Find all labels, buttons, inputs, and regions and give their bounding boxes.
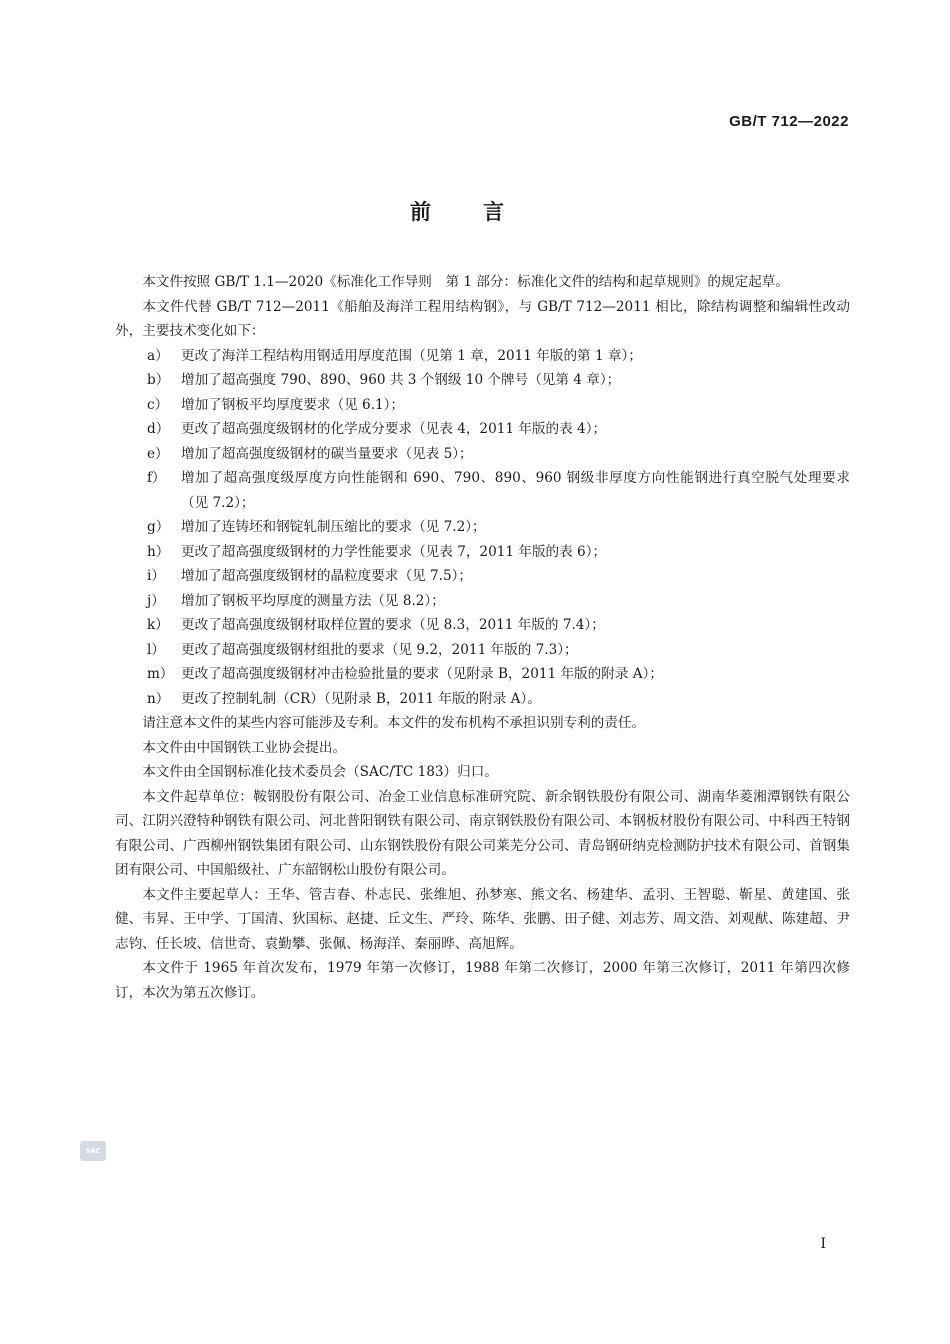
committee-paragraph: 本文件由全国钢标准化技术委员会（SAC/TC 183）归口。 [142, 764, 498, 780]
drafters-paragraph: 本文件主要起草人：王华、管吉春、朴志民、张维旭、孙梦寒、熊文名、杨建华、孟羽、王智聪、靳星、黄建国、张健、韦昇、王中学、丁国清、狄国标、赵捷、丘文生、严玲、陈华、张鹏、田子健、刘志芳、周文浩、刘观猷、陈建超、尹志钧、任长坡、信世奇、袁勤攀、张佩、杨海洋、秦丽晔、高旭辉。 [115, 886, 850, 952]
list-item [115, 589, 850, 614]
list-item [115, 540, 850, 565]
list-marker: f） [147, 470, 166, 486]
drafting-units-paragraph: 本文件起草单位：鞍钢股份有限公司、冶金工业信息标准研究院、新余钢铁股份有限公司、湖南华菱湘潭钢铁有限公司、江阴兴澄特种钢铁有限公司、河北普阳钢铁有限公司、南京钢铁股份有限公司、本钢板材股份有限公司、中科西王特钢有限公司、广西柳州钢铁集团有限公司、山东钢铁股份有限公司莱芜分公司、青岛钢研纳克检测防护技术有限公司、首钢集团有限公司、中国船级社、广东韶钢松山股份有限公司。 [115, 788, 850, 878]
list-item [115, 393, 850, 418]
list-item-text: 增加了超高强度级厚度方向性能钢和 690、790、890、960 钢级非厚度方向性能钢进行真空脱气处理要求（见 7.2）； [181, 470, 850, 511]
list-marker: k） [147, 617, 169, 633]
history-paragraph: 本文件于 1965 年首次发布，1979 年第一次修订，1988 年第二次修订，2000 年第三次修订，2011 年第四次修订，本次为第五次修订。 [115, 960, 850, 1001]
list-item-text: 增加了连铸坯和钢锭轧制压缩比的要求（见 7.2）； [181, 519, 486, 535]
list-item [115, 613, 850, 638]
list-item [115, 662, 850, 687]
list-item [115, 687, 850, 712]
intro-paragraph: 本文件按照 GB/T 1.1—2020《标准化工作导则 第 1 部分：标准化文件的结构和起草规则》的规定起草。 [142, 274, 789, 290]
list-item-text: 增加了钢板平均厚度的测量方法（见 8.2）； [181, 592, 445, 609]
list-marker: n） [147, 690, 170, 707]
patent-notice: 请注意本文件的某些内容可能涉及专利。本文件的发布机构不承担识别专利的责任。 [142, 715, 646, 731]
page-title: 前言 [410, 200, 556, 224]
list-marker: d） [147, 421, 170, 437]
list-marker: a） [147, 347, 169, 364]
list-item-text: 更改了超高强度级钢材的化学成分要求（见表 4，2011 年版的表 4）； [181, 421, 607, 437]
list-item-text: 增加了超高强度级钢材的晶粒度要求（见 7.5）； [181, 568, 473, 584]
proposer-paragraph: 本文件由中国钢铁工业协会提出。 [142, 739, 347, 756]
list-marker: b） [147, 372, 170, 388]
list-marker: m） [147, 666, 174, 682]
list-marker: g） [147, 519, 170, 535]
list-item [115, 564, 850, 589]
list-marker: h） [147, 543, 170, 560]
list-item-text: 更改了超高强度级钢材冲击检验批量的要求（见附录 B，2011 年版的附录 A）； [181, 666, 663, 682]
intro-paragraph: 本文件代替 GB/T 712—2011《船舶及海洋工程用结构钢》，与 GB/T 712—2011 相比，除结构调整和编辑性改动外，主要技术变化如下： [115, 298, 850, 339]
page-number: Ⅰ [820, 1236, 826, 1252]
list-item-text: 更改了超高强度级钢材的力学性能要求（见表 7，2011 年版的表 6）； [181, 543, 607, 560]
list-item-text: 增加了超高强度级钢材的碳当量要求（见表 5）； [181, 445, 473, 462]
list-item [115, 368, 850, 393]
list-item-text: 更改了超高强度级钢材取样位置的要求（见 8.3，2011 年版的 7.4）； [181, 617, 605, 633]
list-item [115, 344, 850, 369]
list-marker: j） [147, 592, 165, 609]
standard-number: GB/T 712—2022 [729, 113, 849, 130]
list-item [115, 466, 850, 515]
list-marker: l） [147, 641, 165, 658]
list-marker: i） [147, 568, 165, 584]
list-item [115, 442, 850, 467]
list-item [115, 638, 850, 663]
list-item-text: 增加了超高强度 790、890、960 共 3 个钢级 10 个牌号（见第 4 章）； [181, 372, 621, 388]
document-body [115, 270, 850, 1005]
list-marker: e） [147, 445, 169, 462]
list-item-text: 更改了海洋工程结构用钢适用厚度范围（见第 1 章，2011 年版的第 1 章）； [181, 347, 642, 364]
sac-watermark-logo: SAC [80, 1141, 106, 1161]
list-item [115, 417, 850, 442]
list-item-text: 更改了控制轧制（CR）（见附录 B，2011 年版的附录 A）。 [181, 690, 541, 707]
list-item-text: 更改了超高强度级钢材组批的要求（见 9.2，2011 年版的 7.3）； [181, 641, 578, 658]
list-item [115, 515, 850, 540]
changes-list [115, 344, 850, 712]
list-marker: c） [147, 396, 169, 413]
list-item-text: 增加了钢板平均厚度要求（见 6.1）； [181, 396, 405, 413]
